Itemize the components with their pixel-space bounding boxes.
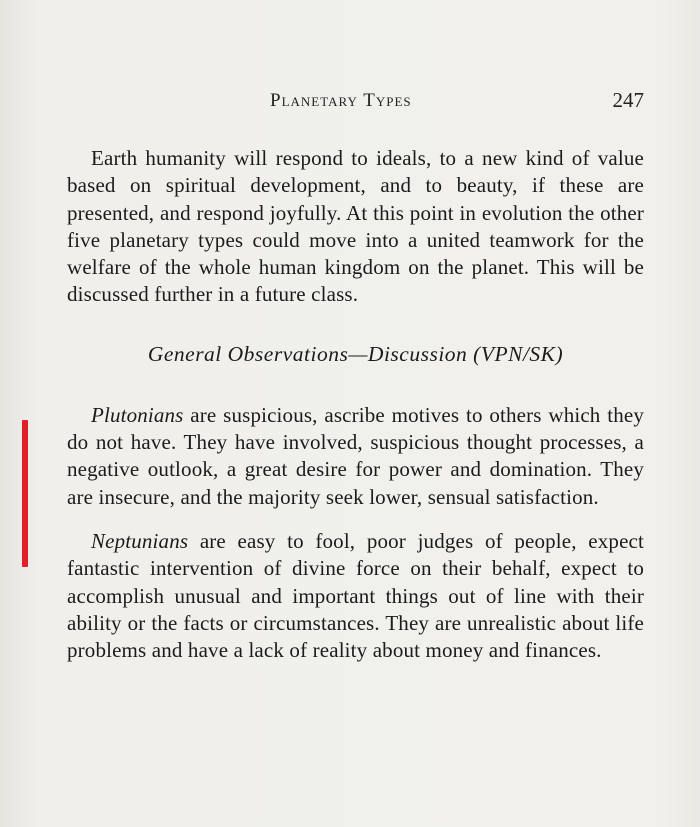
- term-neptunians: Neptunians: [91, 528, 189, 553]
- paragraph-earth-humanity: Earth humanity will respond to ideals, to a new kind of value based on spiritual development, and to beauty, if these are presented, and respond joyfully. At this point in evolution the other five planetary types could move into a united teamwork for the welfare of the whole human kingdom on the planet. This will be discussed further in a future class.: [67, 146, 644, 307]
- paragraph-neptunians: [67, 528, 644, 664]
- page-header: [0, 90, 700, 118]
- running-title: Planetary Types: [270, 90, 412, 111]
- term-plutonians: Plutonians: [91, 402, 184, 427]
- paragraph-plutonians: [67, 402, 644, 511]
- section-heading: General Observations—Discussion (VPN/SK): [147, 341, 564, 366]
- page-number: 247: [612, 88, 644, 112]
- page-body: [67, 145, 644, 664]
- paragraph-neptunians-text: are easy to fool, poor judges of people, expect fantastic intervention of divine force on their behalf, expect to accomplish unusual and important things out of line with their ability or the facts or circumstances. They are unrealistic about life problems and have a lack of reality about money and finances.: [67, 528, 644, 663]
- margin-highlight-marker: [22, 420, 28, 567]
- paragraph-plutonians-text: are suspicious, ascribe motives to others which they do not have. They have involved, suspicious thought processes, a negative outlook, a great desire for power and domination. They are insecure, and the majority seek lower, sensual satisfaction.: [67, 402, 644, 509]
